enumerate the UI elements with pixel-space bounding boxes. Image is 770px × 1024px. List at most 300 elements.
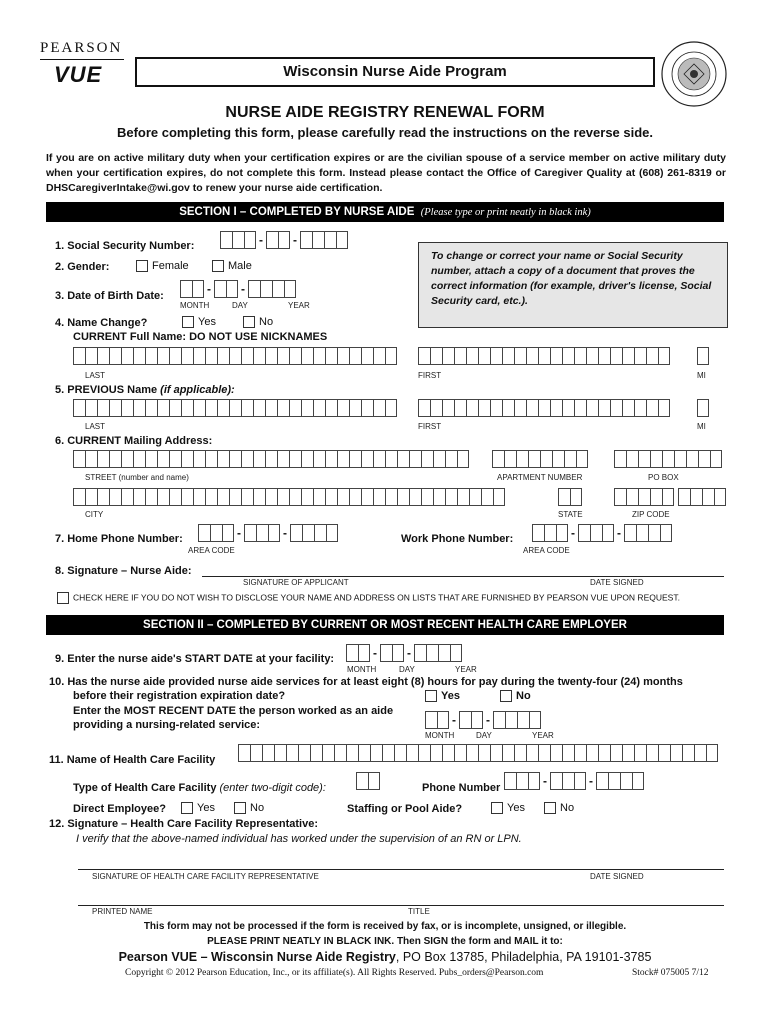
char-box[interactable]: [578, 524, 590, 542]
char-box[interactable]: [121, 450, 133, 468]
char-box[interactable]: [169, 399, 181, 417]
char-box[interactable]: [301, 347, 313, 365]
char-box[interactable]: [109, 347, 121, 365]
char-box[interactable]: [157, 347, 169, 365]
char-box[interactable]: [670, 744, 682, 762]
char-box[interactable]: [217, 488, 229, 506]
char-box[interactable]: [574, 347, 586, 365]
char-box[interactable]: [658, 744, 670, 762]
char-box[interactable]: [298, 744, 310, 762]
char-box[interactable]: [373, 399, 385, 417]
gender-female[interactable]: Female: [136, 260, 189, 272]
direct-employee-yes[interactable]: Yes: [181, 802, 215, 814]
char-box[interactable]: [349, 488, 361, 506]
char-box[interactable]: [260, 280, 272, 298]
char-box[interactable]: [133, 347, 145, 365]
char-box[interactable]: [229, 399, 241, 417]
char-box[interactable]: [290, 524, 302, 542]
char-box[interactable]: [514, 744, 526, 762]
char-box[interactable]: [385, 347, 397, 365]
char-box[interactable]: [418, 744, 430, 762]
char-box[interactable]: [702, 488, 714, 506]
char-box[interactable]: [550, 347, 562, 365]
home-phone-field[interactable]: [198, 524, 338, 542]
char-box[interactable]: [538, 399, 550, 417]
char-box[interactable]: [192, 280, 204, 298]
current-first-name-field[interactable]: [418, 347, 670, 365]
char-box[interactable]: [289, 450, 301, 468]
char-box[interactable]: [337, 488, 349, 506]
char-box[interactable]: [266, 231, 278, 249]
char-box[interactable]: [302, 524, 314, 542]
name-change-yes[interactable]: Yes: [182, 316, 216, 328]
char-box[interactable]: [586, 347, 598, 365]
char-box[interactable]: [373, 488, 385, 506]
char-box[interactable]: [658, 399, 670, 417]
char-box[interactable]: [349, 450, 361, 468]
char-box[interactable]: [466, 347, 478, 365]
char-box[interactable]: [373, 450, 385, 468]
char-box[interactable]: [558, 488, 570, 506]
char-box[interactable]: [406, 744, 418, 762]
char-box[interactable]: [442, 399, 454, 417]
char-box[interactable]: [368, 772, 380, 790]
staffing-aide-no[interactable]: No: [544, 802, 574, 814]
char-box[interactable]: [358, 644, 370, 662]
char-box[interactable]: [532, 524, 544, 542]
char-box[interactable]: [634, 744, 646, 762]
char-box[interactable]: [697, 347, 709, 365]
char-box[interactable]: [466, 399, 478, 417]
previous-first-name-field[interactable]: [418, 399, 670, 417]
char-box[interactable]: [361, 347, 373, 365]
char-box[interactable]: [241, 488, 253, 506]
char-box[interactable]: [265, 347, 277, 365]
char-box[interactable]: [397, 450, 409, 468]
facility-type-field[interactable]: [356, 772, 380, 790]
char-box[interactable]: [586, 399, 598, 417]
char-box[interactable]: [286, 744, 298, 762]
char-box[interactable]: [714, 488, 726, 506]
char-box[interactable]: [602, 524, 614, 542]
char-box[interactable]: [622, 399, 634, 417]
char-box[interactable]: [438, 644, 450, 662]
char-box[interactable]: [356, 772, 368, 790]
current-last-name-field[interactable]: [73, 347, 397, 365]
printed-name-line[interactable]: [78, 905, 724, 906]
char-box[interactable]: [301, 488, 313, 506]
char-box[interactable]: [529, 711, 541, 729]
apartment-field[interactable]: [492, 450, 588, 468]
char-box[interactable]: [610, 347, 622, 365]
char-box[interactable]: [469, 488, 481, 506]
char-box[interactable]: [250, 744, 262, 762]
char-box[interactable]: [433, 488, 445, 506]
char-box[interactable]: [109, 488, 121, 506]
birth-date-field[interactable]: [180, 280, 296, 298]
char-box[interactable]: [193, 488, 205, 506]
char-box[interactable]: [504, 772, 516, 790]
char-box[interactable]: [442, 347, 454, 365]
char-box[interactable]: [313, 450, 325, 468]
char-box[interactable]: [157, 450, 169, 468]
char-box[interactable]: [646, 399, 658, 417]
char-box[interactable]: [193, 399, 205, 417]
char-box[interactable]: [425, 711, 437, 729]
char-box[interactable]: [638, 450, 650, 468]
char-box[interactable]: [145, 450, 157, 468]
char-box[interactable]: [85, 347, 97, 365]
char-box[interactable]: [492, 450, 504, 468]
char-box[interactable]: [97, 450, 109, 468]
char-box[interactable]: [241, 347, 253, 365]
char-box[interactable]: [614, 488, 626, 506]
recent-work-date-field[interactable]: [425, 711, 541, 729]
char-box[interactable]: [414, 644, 426, 662]
char-box[interactable]: [646, 347, 658, 365]
char-box[interactable]: [426, 644, 438, 662]
char-box[interactable]: [274, 744, 286, 762]
char-box[interactable]: [361, 488, 373, 506]
char-box[interactable]: [686, 450, 698, 468]
char-box[interactable]: [550, 744, 562, 762]
char-box[interactable]: [265, 450, 277, 468]
char-box[interactable]: [574, 772, 586, 790]
char-box[interactable]: [505, 711, 517, 729]
char-box[interactable]: [133, 399, 145, 417]
hours-no[interactable]: No: [500, 690, 531, 702]
char-box[interactable]: [198, 524, 210, 542]
char-box[interactable]: [622, 744, 634, 762]
char-box[interactable]: [265, 488, 277, 506]
char-box[interactable]: [614, 450, 626, 468]
char-box[interactable]: [265, 399, 277, 417]
char-box[interactable]: [97, 347, 109, 365]
char-box[interactable]: [596, 772, 608, 790]
previous-mi-field[interactable]: [697, 399, 709, 417]
char-box[interactable]: [445, 488, 457, 506]
char-box[interactable]: [421, 450, 433, 468]
char-box[interactable]: [346, 644, 358, 662]
char-box[interactable]: [284, 280, 296, 298]
char-box[interactable]: [466, 744, 478, 762]
char-box[interactable]: [624, 524, 636, 542]
char-box[interactable]: [694, 744, 706, 762]
char-box[interactable]: [418, 399, 430, 417]
char-box[interactable]: [650, 450, 662, 468]
char-box[interactable]: [337, 450, 349, 468]
char-box[interactable]: [253, 399, 265, 417]
char-box[interactable]: [481, 488, 493, 506]
char-box[interactable]: [248, 280, 260, 298]
ssn-field[interactable]: [220, 231, 348, 249]
char-box[interactable]: [528, 450, 540, 468]
char-box[interactable]: [85, 399, 97, 417]
gender-male[interactable]: Male: [212, 260, 252, 272]
char-box[interactable]: [570, 488, 582, 506]
char-box[interactable]: [678, 488, 690, 506]
applicant-signature-line[interactable]: [202, 576, 724, 577]
staffing-aide-yes[interactable]: Yes: [491, 802, 525, 814]
char-box[interactable]: [574, 399, 586, 417]
char-box[interactable]: [205, 399, 217, 417]
char-box[interactable]: [145, 347, 157, 365]
char-box[interactable]: [598, 399, 610, 417]
char-box[interactable]: [241, 399, 253, 417]
char-box[interactable]: [385, 450, 397, 468]
start-date-field[interactable]: [346, 644, 462, 662]
char-box[interactable]: [454, 399, 466, 417]
char-box[interactable]: [361, 450, 373, 468]
work-phone-field[interactable]: [532, 524, 672, 542]
char-box[interactable]: [278, 231, 290, 249]
char-box[interactable]: [277, 347, 289, 365]
char-box[interactable]: [349, 399, 361, 417]
po-box-field[interactable]: [614, 450, 722, 468]
char-box[interactable]: [85, 450, 97, 468]
char-box[interactable]: [210, 524, 222, 542]
char-box[interactable]: [421, 488, 433, 506]
char-box[interactable]: [256, 524, 268, 542]
char-box[interactable]: [324, 231, 336, 249]
char-box[interactable]: [277, 450, 289, 468]
char-box[interactable]: [564, 450, 576, 468]
char-box[interactable]: [457, 488, 469, 506]
char-box[interactable]: [229, 450, 241, 468]
char-box[interactable]: [442, 744, 454, 762]
char-box[interactable]: [610, 744, 622, 762]
char-box[interactable]: [109, 450, 121, 468]
char-box[interactable]: [73, 399, 85, 417]
char-box[interactable]: [526, 744, 538, 762]
direct-employee-no[interactable]: No: [234, 802, 264, 814]
char-box[interactable]: [325, 347, 337, 365]
rep-signature-line[interactable]: [78, 869, 724, 870]
char-box[interactable]: [217, 347, 229, 365]
char-box[interactable]: [229, 347, 241, 365]
char-box[interactable]: [493, 711, 505, 729]
char-box[interactable]: [598, 744, 610, 762]
char-box[interactable]: [220, 231, 232, 249]
char-box[interactable]: [626, 488, 638, 506]
char-box[interactable]: [562, 347, 574, 365]
char-box[interactable]: [337, 399, 349, 417]
char-box[interactable]: [205, 347, 217, 365]
char-box[interactable]: [301, 450, 313, 468]
char-box[interactable]: [490, 399, 502, 417]
char-box[interactable]: [121, 399, 133, 417]
char-box[interactable]: [121, 347, 133, 365]
char-box[interactable]: [457, 450, 469, 468]
char-box[interactable]: [133, 450, 145, 468]
char-box[interactable]: [373, 347, 385, 365]
char-box[interactable]: [385, 399, 397, 417]
char-box[interactable]: [490, 744, 502, 762]
char-box[interactable]: [710, 450, 722, 468]
disclosure-optout[interactable]: CHECK HERE IF YOU DO NOT WISH TO DISCLOSE YOUR NAME AND ADDRESS ON LISTS THAT ARE FURNISHED BY PEARSON VUE UPON REQUEST.: [57, 592, 680, 604]
char-box[interactable]: [157, 488, 169, 506]
char-box[interactable]: [418, 347, 430, 365]
char-box[interactable]: [608, 772, 620, 790]
char-box[interactable]: [622, 347, 634, 365]
char-box[interactable]: [85, 488, 97, 506]
char-box[interactable]: [217, 450, 229, 468]
char-box[interactable]: [682, 744, 694, 762]
char-box[interactable]: [430, 744, 442, 762]
char-box[interactable]: [517, 711, 529, 729]
char-box[interactable]: [454, 744, 466, 762]
char-box[interactable]: [409, 488, 421, 506]
char-box[interactable]: [244, 231, 256, 249]
char-box[interactable]: [433, 450, 445, 468]
facility-phone-field[interactable]: [504, 772, 644, 790]
char-box[interactable]: [658, 347, 670, 365]
char-box[interactable]: [334, 744, 346, 762]
name-change-no[interactable]: No: [243, 316, 273, 328]
char-box[interactable]: [181, 450, 193, 468]
char-box[interactable]: [598, 347, 610, 365]
char-box[interactable]: [205, 488, 217, 506]
char-box[interactable]: [301, 399, 313, 417]
char-box[interactable]: [478, 744, 490, 762]
char-box[interactable]: [550, 399, 562, 417]
char-box[interactable]: [181, 488, 193, 506]
char-box[interactable]: [437, 711, 449, 729]
char-box[interactable]: [73, 488, 85, 506]
char-box[interactable]: [646, 744, 658, 762]
char-box[interactable]: [326, 524, 338, 542]
char-box[interactable]: [586, 744, 598, 762]
char-box[interactable]: [550, 772, 562, 790]
char-box[interactable]: [145, 399, 157, 417]
char-box[interactable]: [650, 488, 662, 506]
char-box[interactable]: [312, 231, 324, 249]
char-box[interactable]: [133, 488, 145, 506]
char-box[interactable]: [632, 772, 644, 790]
char-box[interactable]: [277, 399, 289, 417]
char-box[interactable]: [690, 488, 702, 506]
char-box[interactable]: [397, 488, 409, 506]
char-box[interactable]: [313, 347, 325, 365]
char-box[interactable]: [409, 450, 421, 468]
char-box[interactable]: [262, 744, 274, 762]
char-box[interactable]: [157, 399, 169, 417]
char-box[interactable]: [620, 772, 632, 790]
char-box[interactable]: [337, 347, 349, 365]
char-box[interactable]: [574, 744, 586, 762]
char-box[interactable]: [445, 450, 457, 468]
char-box[interactable]: [459, 711, 471, 729]
char-box[interactable]: [394, 744, 406, 762]
char-box[interactable]: [181, 347, 193, 365]
char-box[interactable]: [648, 524, 660, 542]
char-box[interactable]: [636, 524, 648, 542]
char-box[interactable]: [698, 450, 710, 468]
previous-last-name-field[interactable]: [73, 399, 397, 417]
char-box[interactable]: [226, 280, 238, 298]
char-box[interactable]: [289, 488, 301, 506]
char-box[interactable]: [253, 488, 265, 506]
char-box[interactable]: [169, 450, 181, 468]
char-box[interactable]: [660, 524, 672, 542]
char-box[interactable]: [392, 644, 404, 662]
char-box[interactable]: [325, 450, 337, 468]
char-box[interactable]: [552, 450, 564, 468]
char-box[interactable]: [556, 524, 568, 542]
char-box[interactable]: [313, 399, 325, 417]
char-box[interactable]: [514, 399, 526, 417]
char-box[interactable]: [538, 744, 550, 762]
city-field[interactable]: [73, 488, 505, 506]
char-box[interactable]: [502, 347, 514, 365]
char-box[interactable]: [454, 347, 466, 365]
char-box[interactable]: [277, 488, 289, 506]
char-box[interactable]: [538, 347, 550, 365]
char-box[interactable]: [502, 399, 514, 417]
char-box[interactable]: [253, 450, 265, 468]
char-box[interactable]: [217, 399, 229, 417]
char-box[interactable]: [544, 524, 556, 542]
char-box[interactable]: [325, 488, 337, 506]
char-box[interactable]: [697, 399, 709, 417]
char-box[interactable]: [590, 524, 602, 542]
char-box[interactable]: [674, 450, 686, 468]
char-box[interactable]: [562, 772, 574, 790]
char-box[interactable]: [490, 347, 502, 365]
char-box[interactable]: [268, 524, 280, 542]
char-box[interactable]: [300, 231, 312, 249]
char-box[interactable]: [272, 280, 284, 298]
char-box[interactable]: [706, 744, 718, 762]
char-box[interactable]: [638, 488, 650, 506]
zip-field[interactable]: [614, 488, 726, 506]
char-box[interactable]: [662, 450, 674, 468]
char-box[interactable]: [516, 450, 528, 468]
char-box[interactable]: [313, 488, 325, 506]
char-box[interactable]: [430, 347, 442, 365]
char-box[interactable]: [662, 488, 674, 506]
char-box[interactable]: [471, 711, 483, 729]
char-box[interactable]: [289, 399, 301, 417]
char-box[interactable]: [626, 450, 638, 468]
char-box[interactable]: [576, 450, 588, 468]
char-box[interactable]: [450, 644, 462, 662]
char-box[interactable]: [349, 347, 361, 365]
char-box[interactable]: [514, 347, 526, 365]
char-box[interactable]: [336, 231, 348, 249]
char-box[interactable]: [193, 450, 205, 468]
char-box[interactable]: [382, 744, 394, 762]
char-box[interactable]: [502, 744, 514, 762]
char-box[interactable]: [526, 347, 538, 365]
char-box[interactable]: [241, 450, 253, 468]
char-box[interactable]: [214, 280, 226, 298]
char-box[interactable]: [516, 772, 528, 790]
char-box[interactable]: [540, 450, 552, 468]
char-box[interactable]: [310, 744, 322, 762]
char-box[interactable]: [253, 347, 265, 365]
hours-yes[interactable]: Yes: [425, 690, 460, 702]
char-box[interactable]: [361, 399, 373, 417]
char-box[interactable]: [610, 399, 622, 417]
facility-name-field[interactable]: [238, 744, 718, 762]
char-box[interactable]: [478, 347, 490, 365]
char-box[interactable]: [244, 524, 256, 542]
char-box[interactable]: [430, 399, 442, 417]
char-box[interactable]: [504, 450, 516, 468]
char-box[interactable]: [73, 450, 85, 468]
char-box[interactable]: [325, 399, 337, 417]
